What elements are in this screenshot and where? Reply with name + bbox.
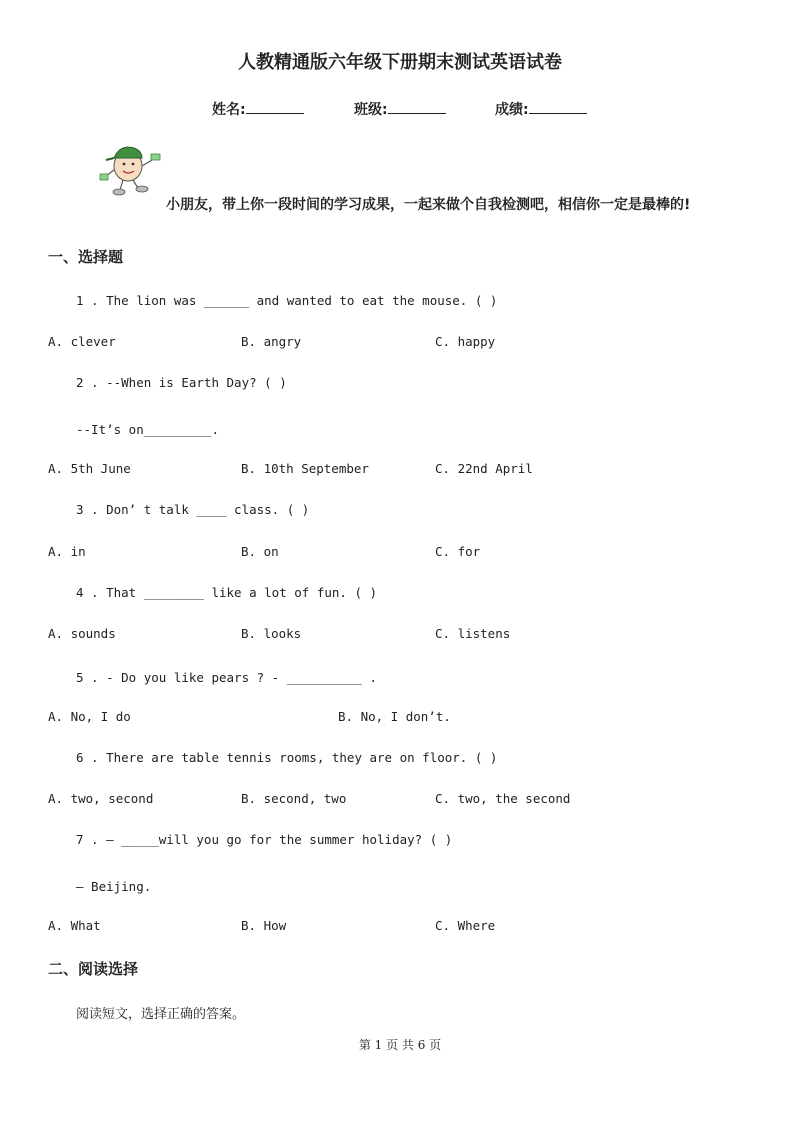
question-2: 2 . --When is Earth Day? ( ): [76, 375, 287, 390]
q7-option-a[interactable]: A. What: [48, 918, 101, 933]
q5-option-b[interactable]: B. No, I don’t.: [338, 709, 451, 724]
question-5: 5 . - Do you like pears ? - __________ .: [76, 670, 378, 685]
q7-option-b[interactable]: B. How: [241, 918, 287, 933]
q6-option-b[interactable]: B. second, two: [241, 791, 347, 806]
q2-option-c[interactable]: C. 22nd April: [435, 461, 533, 476]
question-1: 1 . The lion was ______ and wanted to eat the mouse. ( ): [76, 293, 498, 308]
q2-option-b[interactable]: B. 10th September: [241, 461, 369, 476]
question-7-answer-line: — Beijing.: [76, 879, 152, 894]
q4-option-b[interactable]: B. looks: [241, 626, 302, 641]
score-field[interactable]: [495, 99, 587, 119]
q5-option-a[interactable]: A. No, I do: [48, 709, 131, 724]
class-blank[interactable]: [388, 101, 446, 114]
q1-option-b[interactable]: B. angry: [241, 334, 302, 349]
q7-option-c[interactable]: C. Where: [435, 918, 496, 933]
reading-instruction: 阅读短文，选择正确的答案。: [76, 1007, 246, 1022]
q4-option-a[interactable]: A. sounds: [48, 626, 116, 641]
q3-option-a[interactable]: A. in: [48, 544, 86, 559]
score-label: 成绩:: [495, 102, 529, 118]
encouragement-text: 小朋友，带上你一段时间的学习成果，一起来做个自我检测吧，相信你一定是最棒的!: [166, 197, 691, 213]
q4-option-c[interactable]: C. listens: [435, 626, 511, 641]
name-field[interactable]: [212, 99, 304, 119]
class-field[interactable]: [354, 99, 446, 119]
q1-option-c[interactable]: C. happy: [435, 334, 496, 349]
q6-option-a[interactable]: A. two, second: [48, 791, 154, 806]
name-label: 姓名:: [212, 102, 246, 118]
page-title: 人教精通版六年级下册期末测试英语试卷: [238, 52, 562, 73]
page-footer: 第 1 页 共 6 页: [358, 1038, 442, 1052]
name-blank[interactable]: [246, 101, 304, 114]
class-label: 班级:: [354, 102, 388, 118]
question-2-answer-line: --It’s on_________.: [76, 422, 219, 437]
score-blank[interactable]: [529, 101, 587, 114]
question-4: 4 . That ________ like a lot of fun. ( ): [76, 585, 378, 600]
question-7: 7 . — _____will you go for the summer holiday? ( ): [76, 832, 453, 847]
question-3: 3 . Don’ t talk ____ class. ( ): [76, 502, 310, 517]
q3-option-c[interactable]: C. for: [435, 544, 481, 559]
question-6: 6 . There are table tennis rooms, they are on floor. ( ): [76, 750, 498, 765]
q1-option-a[interactable]: A. clever: [48, 334, 116, 349]
section-heading-choice: 一、选择题: [48, 248, 124, 266]
q6-option-c[interactable]: C. two, the second: [435, 791, 571, 806]
section-heading-reading: 二、阅读选择: [48, 960, 139, 978]
q2-option-a[interactable]: A. 5th June: [48, 461, 131, 476]
q3-option-b[interactable]: B. on: [241, 544, 279, 559]
mascot-illustration: [98, 140, 166, 200]
